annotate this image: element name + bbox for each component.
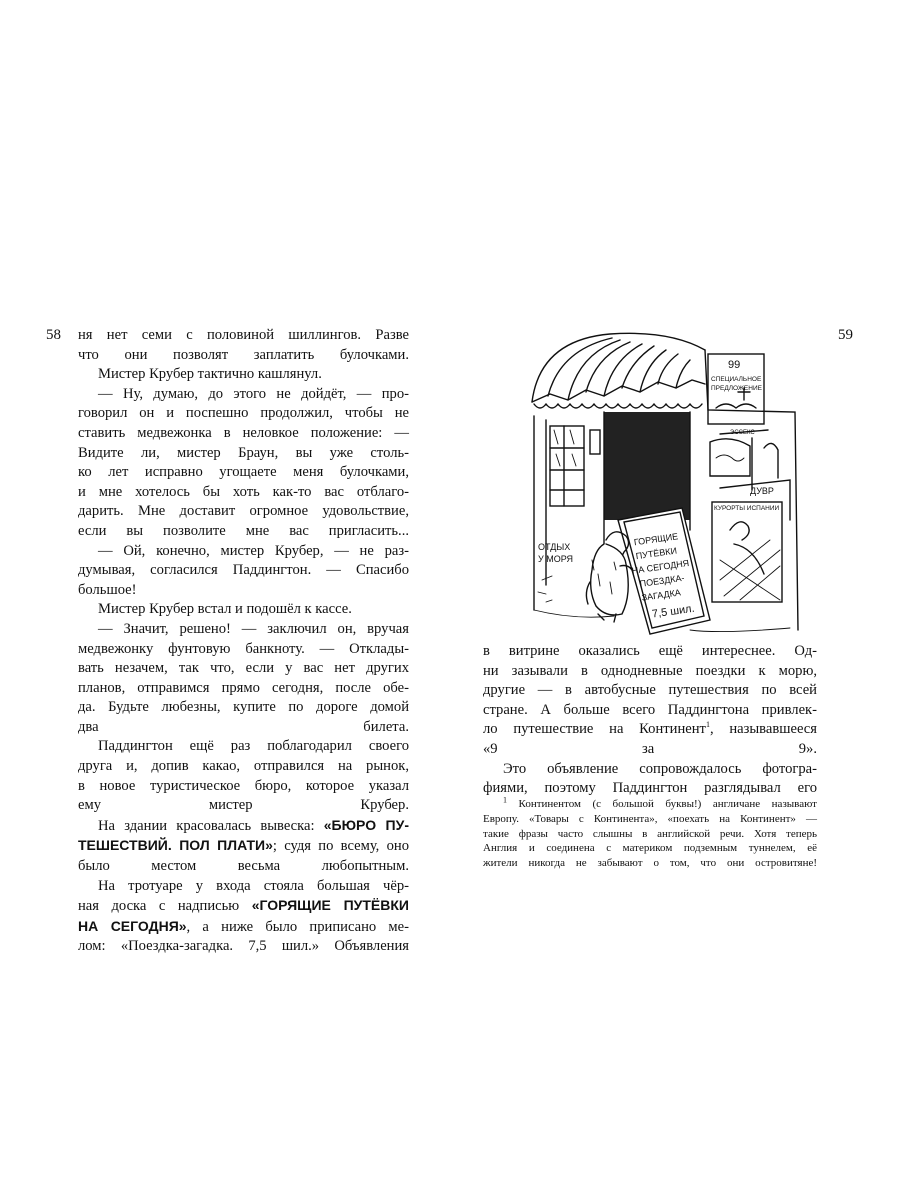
board-line: ПУТЁВКИ (635, 545, 678, 562)
board-line: ПОЕЗДКА- (639, 572, 686, 589)
illustration-shop-front (520, 330, 810, 642)
sign-text: ТЕШЕСТВИЙ. ПОЛ ПЛАТИ» (78, 837, 273, 854)
paragraph: в витрине оказались ещё интереснее. Од- ни зазывали в однодневные поездки к морю, другие — в автобусные путешествия по всей стране. А больше всего Паддингтона привлек- ло путешествие на Континент$^1$, называвшееся «9 за 9». (483, 643, 817, 757)
board-text: НА СЕГОДНЯ» (78, 917, 187, 934)
paragraph: На тротуаре у входа стояла большая чёр- ная доска с надписью «ГОРЯЩИЕ ПУТЁВКИ НА СЕГОДНЯ», а ниже было приписано ме- лом: «Поездка-загадка. 7,5 шил.» Объявления (78, 877, 410, 955)
paragraph: ня нет семи с половиной шиллингов. Разве что они позволят заплатить булочками. (78, 327, 409, 363)
footnote-marker: 1 (503, 795, 507, 805)
paragraph: Паддингтон ещё раз поблагодарил своего друга и, допив какао, отправился на рынок, в новое туристическое бюро, которое указал ему мистер Крубер. (78, 738, 409, 814)
footnote (483, 797, 817, 871)
svg-text:ПРЕДЛОЖЕНИЕ: ПРЕДЛОЖЕНИЕ (711, 385, 762, 392)
page-number-right: 59 (838, 327, 853, 343)
sign-text: «БЮРО ПУ- (323, 816, 409, 833)
paragraph: Это объявление сопровождалось фотогра- фиями, поэтому Паддингтон разглядывал его (483, 760, 817, 797)
svg-text:СПЕЦИАЛЬНОЕ: СПЕЦИАЛЬНОЕ (711, 376, 762, 383)
right-page-text (483, 642, 817, 799)
paragraph: — Ну, думаю, до этого не дойдёт, — про- говорил он и поспешно продолжил, чтобы не ставить медвежонка в неловкое положение: — Видите ли, мистер Браун, вы уже столь- ко лет исправно угощаете меня булочками, и мне хотелось бы хоть как-то вас отблаго- дарить. Мне доставит огромное удовольствие, если вы позволите мне вас пригласить... (78, 385, 409, 539)
svg-text:ЭССЕКС: ЭССЕКС (730, 430, 755, 436)
paragraph: Мистер Крубер встал и подошёл к кассе. (98, 601, 352, 618)
board-line: ГОРЯЩИЕ (633, 531, 679, 548)
page-number-left: 58 (46, 327, 61, 343)
svg-text:ДУВР: ДУВР (750, 486, 774, 496)
footnote-text: $^1$ Континентом (с большой буквы!) англичане называют Европу. «Товары с Континента», «поехать на Континент» — такие фразы часто слышны в английской речи. Хотя теперь Англия и соединена с материком подземным туннелем, её жители никогда не забывают о том, что они островитяне! (483, 795, 817, 870)
paragraph: Мистер Крубер тактично кашлянул. (98, 366, 322, 383)
board-line: НА СЕГОДНЯ (631, 557, 690, 576)
board-text: «ГОРЯЩИЕ ПУТЁВКИ (251, 897, 409, 914)
board-line: 7,5 шил. (651, 602, 696, 621)
board-line: ЗАГАДКА (640, 587, 682, 603)
footnote-ref: 1 (705, 720, 710, 730)
poster-number: 99 (728, 359, 741, 371)
paragraph: — Значит, решено! — заключил он, вручая медвежонку фунтовую банкноту. — Отклады- вать незачем, так что, если у вас нет других планов, отправимся прямо сегодня, после обе- да. Будьте любезны, купите по дороге домой два билета. (78, 620, 409, 735)
svg-text:КУРОРТЫ ИСПАНИИ: КУРОРТЫ ИСПАНИИ (714, 505, 780, 512)
svg-text:ОТДЫХ: ОТДЫХ (538, 542, 571, 552)
left-page-text (78, 326, 409, 957)
paragraph: На здании красовалась вывеска: «БЮРО ПУ- ТЕШЕСТВИЙ. ПОЛ ПЛАТИ»; судя по всему, оно было местом весьма любопытным. (78, 816, 409, 875)
svg-text:У МОРЯ: У МОРЯ (538, 554, 574, 564)
paragraph: — Ой, конечно, мистер Крубер, — не раз- думывая, согласился Паддингтон. — Спасибо большое! (78, 542, 409, 598)
